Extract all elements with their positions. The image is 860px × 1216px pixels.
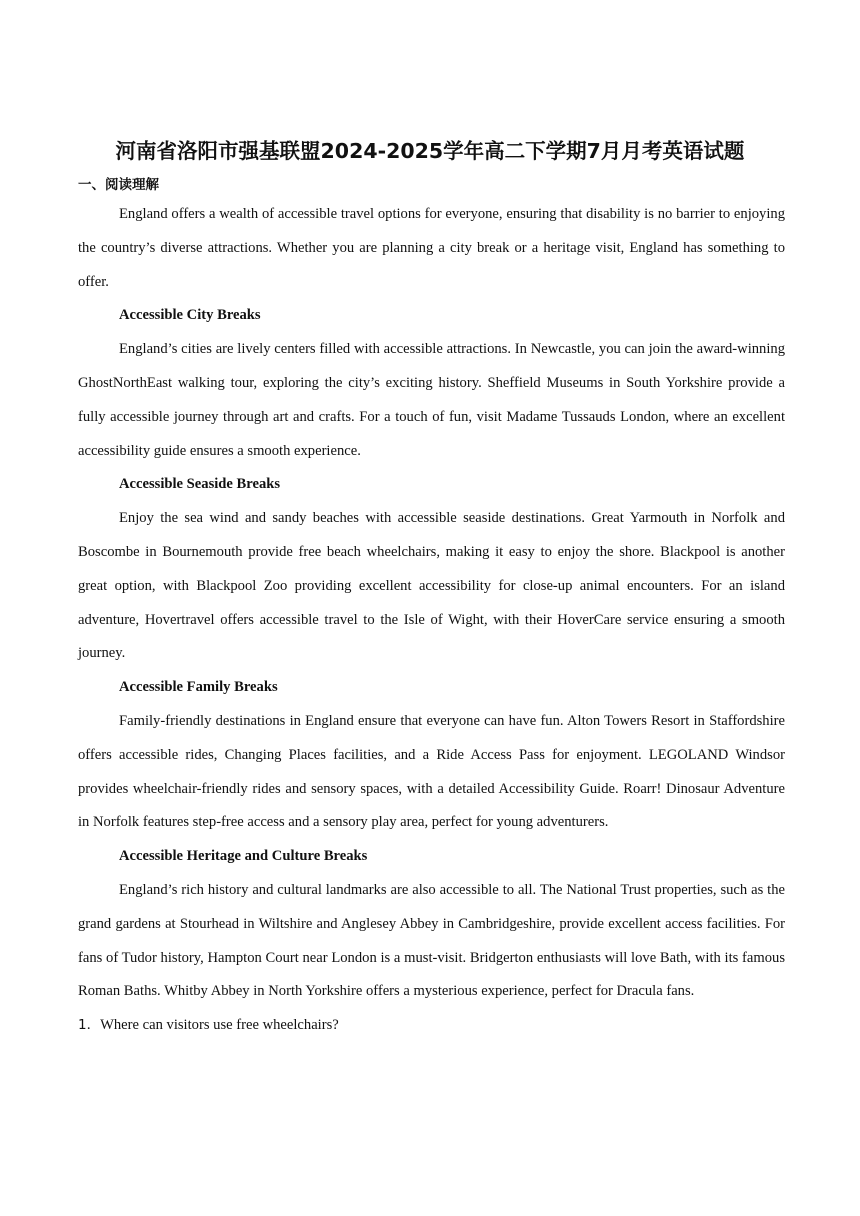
question-text: Where can visitors use free wheelchairs?	[100, 1017, 339, 1034]
document-title: 河南省洛阳市强基联盟2024-2025学年高二下学期7月月考英语试题	[115, 139, 745, 163]
heading-heritage-breaks: Accessible Heritage and Culture Breaks	[119, 848, 368, 865]
paragraph-family-breaks: Family-friendly destinations in England ensure that everyone can have fun. Alton Towers Resort in Staffordshire offers accessible rides, Changing Places facilities, and a Ride Access Pass for enjoyment. LEGOLAND Windsor provides wheelchair-friendly rides and sensory spaces, with a detailed Accessibility Guide. Roarr! Dinosaur Adventure in Norfolk features step-free access and a sensory play area, perfect for young adventurers.	[78, 712, 785, 831]
heading-family-breaks: Accessible Family Breaks	[119, 679, 278, 696]
intro-paragraph: England offers a wealth of accessible travel options for everyone, ensuring that disability is no barrier to enjoying the country’s diverse attractions. Whether you are planning a city break or a heritage visit, England has something to offer.	[78, 206, 785, 290]
paragraph-heritage-breaks: England’s rich history and cultural landmarks are also accessible to all. The National Trust properties, such as the grand gardens at Stourhead in Wiltshire and Anglesey Abbey in Cambridgeshire, provide excellent access facilities. For fans of Tudor history, Hampton Court near London is a must-visit. Bridgerton enthusiasts will love Bath, with its famous Roman Baths. Whitby Abbey in North Yorkshire offers a mysterious experience, perfect for Dracula fans.	[78, 881, 785, 1000]
heading-city-breaks: Accessible City Breaks	[119, 307, 261, 324]
paragraph-city-breaks: England’s cities are lively centers filled with accessible attractions. In Newcastle, you can join the award-winning GhostNorthEast walking tour, exploring the city’s exciting history. Sheffield Museums in South Yorkshire provide a fully accessible journey through art and crafts. For a touch of fun, visit Madame Tussauds London, where an excellent accessibility guide ensures a smooth experience.	[78, 341, 785, 459]
passage-body	[78, 198, 785, 1043]
question-1	[78, 1009, 785, 1043]
section-heading: 一、阅读理解	[78, 177, 159, 193]
heading-seaside-breaks: Accessible Seaside Breaks	[119, 476, 281, 493]
question-number: 1．	[78, 1017, 101, 1034]
paragraph-seaside-breaks: Enjoy the sea wind and sandy beaches with accessible seaside destinations. Great Yarmouth in Norfolk and Boscombe in Bournemouth provide free beach wheelchairs, making it easy to enjoy the shore. Blackpool is another great option, with Blackpool Zoo providing excellent accessibility for close-up animal encounters. For an island adventure, Hovertravel offers accessible travel to the Isle of Wight, with their HoverCare service ensuring a smooth journey.	[78, 510, 785, 662]
